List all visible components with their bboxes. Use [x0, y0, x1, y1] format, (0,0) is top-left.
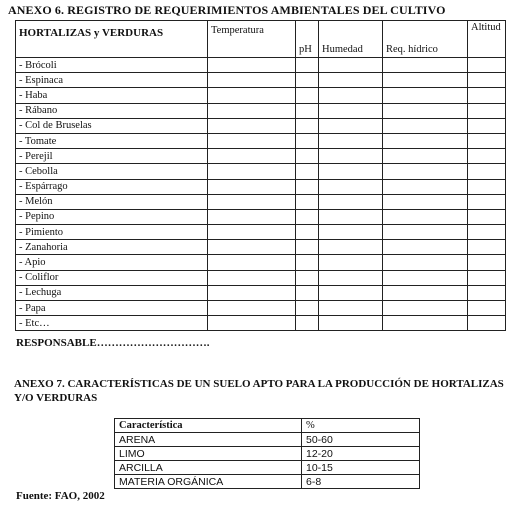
altitud-cell	[468, 209, 506, 224]
req-hidrico-cell	[383, 118, 468, 133]
ph-cell	[296, 225, 319, 240]
table-row	[16, 270, 506, 285]
temperatura-cell	[208, 103, 296, 118]
temperatura-cell	[208, 194, 296, 209]
ph-cell	[296, 285, 319, 300]
altitud-cell	[468, 88, 506, 103]
humedad-cell	[319, 255, 383, 270]
req-hidrico-cell	[383, 88, 468, 103]
responsable-line: RESPONSABLE………………………….	[16, 337, 210, 349]
table-row	[16, 285, 506, 300]
altitud-cell	[468, 164, 506, 179]
crop-name: - Apio	[16, 255, 208, 270]
req-hidrico-cell	[383, 133, 468, 148]
anexo7-title: ANEXO 7. CARACTERÍSTICAS DE UN SUELO APTO PARA LA PRODUCCIÓN DE HORTALIZAS Y/O VERDURAS	[14, 378, 504, 404]
humedad-cell	[319, 118, 383, 133]
ph-cell	[296, 149, 319, 164]
req-hidrico-cell	[383, 285, 468, 300]
soil-characteristic: MATERIA ORGÁNICA	[115, 475, 302, 489]
humedad-cell	[319, 149, 383, 164]
soil-table-body	[115, 433, 420, 489]
temperatura-cell	[208, 58, 296, 73]
table-row	[16, 133, 506, 148]
humedad-cell	[319, 73, 383, 88]
ph-cell	[296, 240, 319, 255]
table-row	[16, 164, 506, 179]
altitud-cell	[468, 301, 506, 316]
header-ph: pH	[296, 21, 319, 58]
soil-characteristic: ARENA	[115, 433, 302, 447]
header-req-hidrico: Req. hídrico	[383, 21, 468, 58]
crop-name: - Rábano	[16, 103, 208, 118]
humedad-cell	[319, 316, 383, 331]
req-hidrico-cell	[383, 316, 468, 331]
ph-cell	[296, 58, 319, 73]
ph-cell	[296, 164, 319, 179]
crop-name: - Espárrago	[16, 179, 208, 194]
altitud-cell	[468, 179, 506, 194]
temperatura-cell	[208, 73, 296, 88]
soil-percent: 12-20	[302, 447, 420, 461]
table-row	[16, 58, 506, 73]
req-hidrico-cell	[383, 103, 468, 118]
altitud-cell	[468, 285, 506, 300]
crop-name: - Pimiento	[16, 225, 208, 240]
humedad-cell	[319, 285, 383, 300]
table-header-row	[16, 21, 506, 58]
ph-cell	[296, 270, 319, 285]
crop-name: - Melón	[16, 194, 208, 209]
table-row	[16, 255, 506, 270]
temperatura-cell	[208, 179, 296, 194]
altitud-cell	[468, 240, 506, 255]
crop-name: - Cebolla	[16, 164, 208, 179]
humedad-cell	[319, 301, 383, 316]
header-percent: %	[302, 419, 420, 433]
ph-cell	[296, 118, 319, 133]
altitud-cell	[468, 194, 506, 209]
altitud-cell	[468, 103, 506, 118]
temperatura-cell	[208, 285, 296, 300]
humedad-cell	[319, 58, 383, 73]
req-hidrico-cell	[383, 179, 468, 194]
table-row	[16, 316, 506, 331]
soil-characteristic: ARCILLA	[115, 461, 302, 475]
table-row	[16, 179, 506, 194]
ph-cell	[296, 73, 319, 88]
humedad-cell	[319, 103, 383, 118]
soil-header-row	[115, 419, 420, 433]
soil-percent: 6-8	[302, 475, 420, 489]
ph-cell	[296, 209, 319, 224]
soil-characteristic: LIMO	[115, 447, 302, 461]
table-row	[16, 88, 506, 103]
humedad-cell	[319, 179, 383, 194]
altitud-cell	[468, 118, 506, 133]
req-hidrico-cell	[383, 58, 468, 73]
crop-name: - Pepino	[16, 209, 208, 224]
table-row	[16, 301, 506, 316]
crop-name: - Espinaca	[16, 73, 208, 88]
table-row	[16, 209, 506, 224]
altitud-cell	[468, 270, 506, 285]
temperatura-cell	[208, 240, 296, 255]
req-hidrico-cell	[383, 240, 468, 255]
req-hidrico-cell	[383, 225, 468, 240]
req-hidrico-cell	[383, 149, 468, 164]
header-humedad: Humedad	[319, 21, 383, 58]
crop-name: - Haba	[16, 88, 208, 103]
temperatura-cell	[208, 225, 296, 240]
req-hidrico-cell	[383, 301, 468, 316]
temperatura-cell	[208, 118, 296, 133]
altitud-cell	[468, 149, 506, 164]
humedad-cell	[319, 209, 383, 224]
temperatura-cell	[208, 270, 296, 285]
crop-name: - Tomate	[16, 133, 208, 148]
table-row	[115, 433, 420, 447]
crop-name: - Col de Bruselas	[16, 118, 208, 133]
humedad-cell	[319, 225, 383, 240]
humedad-cell	[319, 194, 383, 209]
temperatura-cell	[208, 255, 296, 270]
altitud-cell	[468, 225, 506, 240]
crop-table-body	[16, 58, 506, 331]
anexo6-title: ANEXO 6. REGISTRO DE REQUERIMIENTOS AMBIENTALES DEL CULTIVO	[8, 3, 446, 17]
ph-cell	[296, 103, 319, 118]
temperatura-cell	[208, 133, 296, 148]
temperatura-cell	[208, 209, 296, 224]
ph-cell	[296, 194, 319, 209]
req-hidrico-cell	[383, 73, 468, 88]
header-altitud: Altitud	[468, 21, 506, 58]
soil-percent: 10-15	[302, 461, 420, 475]
header-caracteristica: Característica	[115, 419, 302, 433]
altitud-cell	[468, 133, 506, 148]
crop-name: - Etc…	[16, 316, 208, 331]
table-row	[115, 475, 420, 489]
req-hidrico-cell	[383, 255, 468, 270]
header-crop: HORTALIZAS y VERDURAS	[16, 21, 208, 58]
crop-name: - Coliflor	[16, 270, 208, 285]
humedad-cell	[319, 164, 383, 179]
source-note: Fuente: FAO, 2002	[16, 490, 105, 502]
temperatura-cell	[208, 316, 296, 331]
crop-name: - Papa	[16, 301, 208, 316]
table-row	[115, 447, 420, 461]
temperatura-cell	[208, 149, 296, 164]
crop-name: - Zanahoria	[16, 240, 208, 255]
req-hidrico-cell	[383, 209, 468, 224]
altitud-cell	[468, 73, 506, 88]
table-row	[16, 73, 506, 88]
req-hidrico-cell	[383, 270, 468, 285]
ph-cell	[296, 255, 319, 270]
humedad-cell	[319, 88, 383, 103]
table-row	[16, 194, 506, 209]
ph-cell	[296, 133, 319, 148]
temperatura-cell	[208, 164, 296, 179]
ph-cell	[296, 179, 319, 194]
humedad-cell	[319, 240, 383, 255]
table-row	[16, 240, 506, 255]
ph-cell	[296, 301, 319, 316]
crop-name: - Lechuga	[16, 285, 208, 300]
crop-name: - Brócoli	[16, 58, 208, 73]
table-row	[16, 103, 506, 118]
header-temperatura: Temperatura	[208, 21, 296, 58]
crop-requirements-table	[15, 20, 506, 331]
ph-cell	[296, 316, 319, 331]
crop-name: - Perejil	[16, 149, 208, 164]
altitud-cell	[468, 316, 506, 331]
table-row	[16, 225, 506, 240]
temperatura-cell	[208, 88, 296, 103]
altitud-cell	[468, 255, 506, 270]
ph-cell	[296, 88, 319, 103]
table-row	[16, 118, 506, 133]
soil-characteristics-table	[114, 418, 420, 489]
table-row	[16, 149, 506, 164]
temperatura-cell	[208, 301, 296, 316]
humedad-cell	[319, 270, 383, 285]
req-hidrico-cell	[383, 194, 468, 209]
humedad-cell	[319, 133, 383, 148]
soil-percent: 50-60	[302, 433, 420, 447]
req-hidrico-cell	[383, 164, 468, 179]
altitud-cell	[468, 58, 506, 73]
table-row	[115, 461, 420, 475]
